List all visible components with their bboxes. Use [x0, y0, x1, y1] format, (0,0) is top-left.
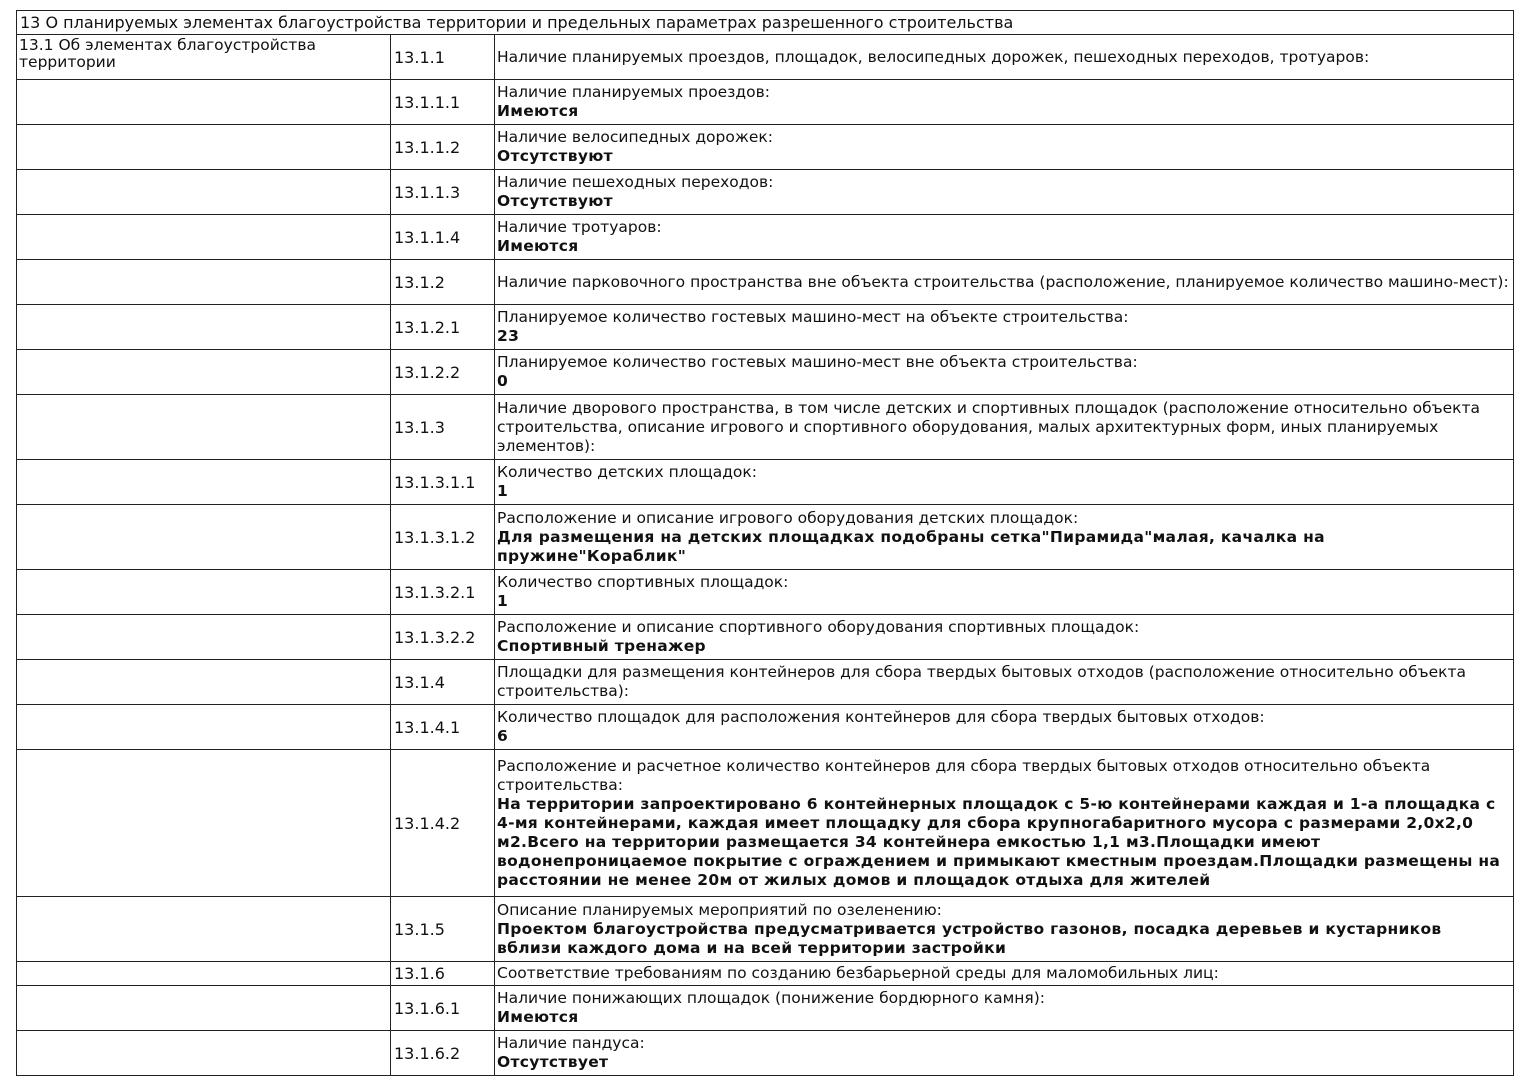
- row-number: 13.1.4: [391, 660, 495, 705]
- empty-cell: [17, 660, 391, 705]
- row-number: 13.1.6.1: [391, 986, 495, 1031]
- row-number: 13.1.6.2: [391, 1031, 495, 1076]
- table-row: [17, 705, 1514, 750]
- row-value: 1: [497, 482, 509, 500]
- table-row: [17, 80, 1514, 125]
- row-question: Наличие велосипедных дорожек:: [497, 128, 773, 146]
- section-header-row: [17, 11, 1514, 35]
- empty-cell: [17, 505, 391, 570]
- row-question: Наличие пандуса:: [497, 1034, 645, 1052]
- row-content: [495, 570, 1514, 615]
- empty-cell: [17, 986, 391, 1031]
- row-number: 13.1.1.1: [391, 80, 495, 125]
- table-row: [17, 460, 1514, 505]
- row-value: Имеются: [497, 102, 579, 120]
- row-number: 13.1.3: [391, 395, 495, 460]
- row-content: [495, 80, 1514, 125]
- empty-cell: [17, 125, 391, 170]
- row-content: [495, 962, 1514, 986]
- row-content: [495, 897, 1514, 962]
- row-content: [495, 660, 1514, 705]
- table-row: [17, 395, 1514, 460]
- table-row: [17, 35, 1514, 80]
- row-question: Наличие парковочного пространства вне объекта строительства (расположение, планируемое количество машино-мест):: [497, 272, 1509, 291]
- row-question: Количество площадок для расположения контейнеров для сбора твердых бытовых отходов:: [497, 708, 1265, 726]
- row-question: Наличие планируемых проездов, площадок, велосипедных дорожек, пешеходных переходов, тротуаров:: [497, 47, 1370, 66]
- row-content: [495, 460, 1514, 505]
- row-content: [495, 215, 1514, 260]
- row-content: [495, 750, 1514, 897]
- row-value: 6: [497, 727, 509, 745]
- empty-cell: [17, 750, 391, 897]
- row-question: Описание планируемых мероприятий по озеленению:: [497, 900, 942, 919]
- row-number: 13.1.1.4: [391, 215, 495, 260]
- row-value: Отсутствуют: [497, 147, 613, 165]
- row-content: [495, 395, 1514, 460]
- table-row: [17, 215, 1514, 260]
- empty-cell: [17, 350, 391, 395]
- row-content: [495, 170, 1514, 215]
- row-question: Наличие пешеходных переходов:: [497, 173, 774, 191]
- row-content: [495, 35, 1514, 80]
- row-number: 13.1.5: [391, 897, 495, 962]
- row-value: Отсутствует: [497, 1053, 609, 1071]
- row-question: Расположение и описание спортивного оборудования спортивных площадок:: [497, 618, 1140, 636]
- row-content: [495, 350, 1514, 395]
- row-number: 13.1.1.3: [391, 170, 495, 215]
- row-value: Отсутствуют: [497, 192, 613, 210]
- row-content: [495, 125, 1514, 170]
- row-content: [495, 260, 1514, 305]
- table-row: [17, 986, 1514, 1031]
- row-number: 13.1.4.2: [391, 750, 495, 897]
- declaration-sheet: [16, 10, 1513, 1076]
- row-question: Наличие дворового пространства, в том числе детских и спортивных площадок (расположение относительно объекта строительства, описание игрового и спортивного оборудования, малых архитектурных форм, иных планируемых элементов):: [497, 398, 1481, 455]
- table-row: [17, 170, 1514, 215]
- empty-cell: [17, 395, 391, 460]
- row-value: Имеются: [497, 237, 579, 255]
- table-row: [17, 962, 1514, 986]
- row-content: [495, 705, 1514, 750]
- row-value: Имеются: [497, 1008, 579, 1026]
- empty-cell: [17, 705, 391, 750]
- row-question: Наличие тротуаров:: [497, 218, 662, 236]
- row-value: 0: [497, 372, 509, 390]
- row-value: 1: [497, 592, 509, 610]
- row-number: 13.1.2: [391, 260, 495, 305]
- empty-cell: [17, 305, 391, 350]
- row-content: [495, 305, 1514, 350]
- table-row: [17, 350, 1514, 395]
- empty-cell: [17, 570, 391, 615]
- row-question: Наличие планируемых проездов:: [497, 83, 770, 101]
- row-question: Планируемое количество гостевых машино-мест на объекте строительства:: [497, 308, 1129, 326]
- table-row: [17, 897, 1514, 962]
- subsection-title: 13.1 Об элементах благоустройства территории: [17, 35, 391, 80]
- empty-cell: [17, 962, 391, 986]
- row-number: 13.1.3.2.2: [391, 615, 495, 660]
- row-question: Соответствие требованиям по созданию безбарьерной среды для маломобильных лиц:: [497, 964, 1219, 982]
- row-number: 13.1.4.1: [391, 705, 495, 750]
- empty-cell: [17, 80, 391, 125]
- table-row: [17, 305, 1514, 350]
- row-number: 13.1.2.2: [391, 350, 495, 395]
- row-question: Площадки для размещения контейнеров для сбора твердых бытовых отходов (расположение относительно объекта строительства):: [497, 663, 1467, 700]
- section-title: 13 О планируемых элементах благоустройства территории и предельных параметрах разрешенного строительства: [17, 11, 1514, 35]
- table-row: [17, 505, 1514, 570]
- row-question: Количество детских площадок:: [497, 463, 758, 481]
- empty-cell: [17, 460, 391, 505]
- row-value: На территории запроектировано 6 контейнерных площадок с 5-ю контейнерами каждая и 1-а площадка с 4-мя контейнерами, каждая имеет площадку для сбора крупногабаритного мусора с размерами 2,0х2,0 м2.Всего на территории размещается 34 контейнера емкостью 1,1 м3.Площадки имеют водонепроницаемое покрытие с ограждением и примыкают кместным проездам.Площадки размещены на расстоянии не менее 20м от жилых домов и площадок отдыха для жителей: [497, 794, 1501, 889]
- row-number: 13.1.2.1: [391, 305, 495, 350]
- table-row: [17, 750, 1514, 897]
- row-number: 13.1.3.1.1: [391, 460, 495, 505]
- row-content: [495, 986, 1514, 1031]
- row-content: [495, 1031, 1514, 1076]
- row-question: Количество спортивных площадок:: [497, 573, 789, 591]
- row-number: 13.1.1: [391, 35, 495, 80]
- row-value: 23: [497, 327, 520, 345]
- table-row: [17, 660, 1514, 705]
- row-question: Наличие понижающих площадок (понижение бордюрного камня):: [497, 989, 1046, 1007]
- empty-cell: [17, 260, 391, 305]
- empty-cell: [17, 215, 391, 260]
- table-row: [17, 260, 1514, 305]
- empty-cell: [17, 615, 391, 660]
- row-content: [495, 615, 1514, 660]
- empty-cell: [17, 897, 391, 962]
- row-number: 13.1.1.2: [391, 125, 495, 170]
- row-value: Проектом благоустройства предусматривается устройство газонов, посадка деревьев и кустарников вблизи каждого дома и на всей территории застройки: [497, 919, 1442, 957]
- empty-cell: [17, 1031, 391, 1076]
- empty-cell: [17, 170, 391, 215]
- row-question: Расположение и описание игрового оборудования детских площадок:: [497, 508, 1079, 527]
- row-value: Для размещения на детских площадках подобраны сетка"Пирамида"малая, качалка на пружине"Кораблик": [497, 527, 1325, 565]
- row-number: 13.1.6: [391, 962, 495, 986]
- improvement-table: [16, 10, 1514, 1076]
- row-number: 13.1.3.1.2: [391, 505, 495, 570]
- table-row: [17, 570, 1514, 615]
- row-question: Планируемое количество гостевых машино-мест вне объекта строительства:: [497, 353, 1138, 371]
- row-question: Расположение и расчетное количество контейнеров для сбора твердых бытовых отходов относительно объекта строительства:: [497, 756, 1431, 794]
- row-content: [495, 505, 1514, 570]
- table-row: [17, 615, 1514, 660]
- row-value: Спортивный тренажер: [497, 637, 706, 655]
- table-row: [17, 125, 1514, 170]
- table-row: [17, 1031, 1514, 1076]
- row-number: 13.1.3.2.1: [391, 570, 495, 615]
